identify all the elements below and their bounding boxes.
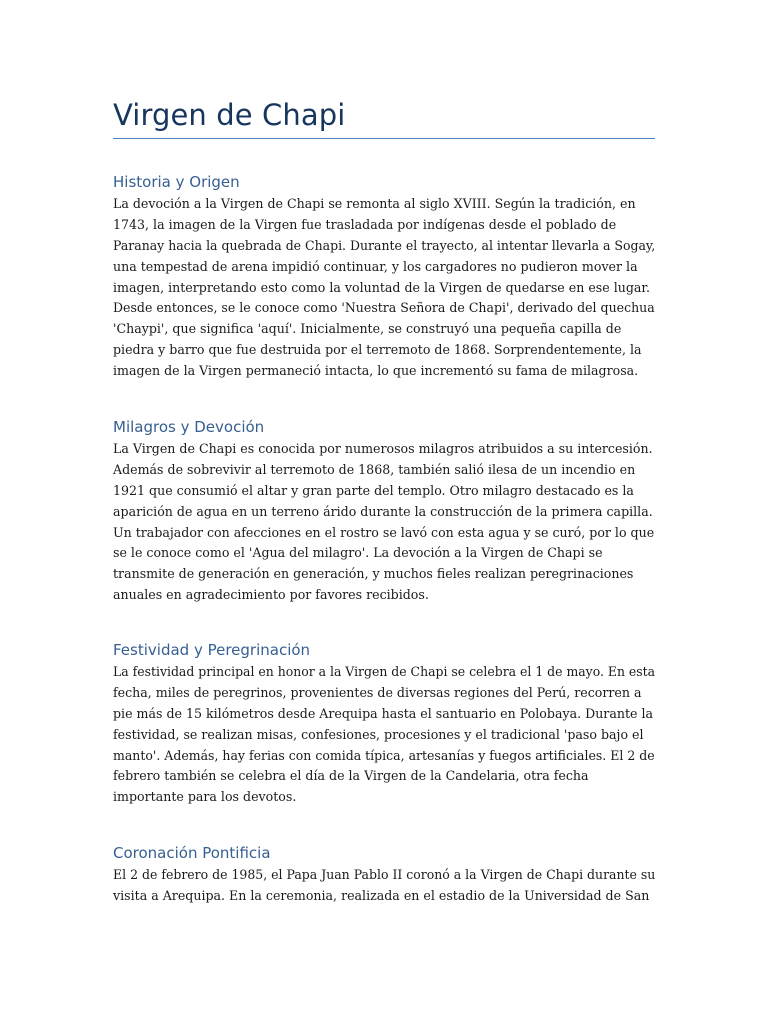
paragraph-line: se le conoce como el 'Agua del milagro'. La devoción a la Virgen de Chapi se — [113, 545, 603, 561]
section-heading: Historia y Origen — [113, 173, 240, 191]
document-page — [113, 0, 656, 903]
paragraph-line: 'Chaypi', que significa 'aquí'. Inicialmente, se construyó una pequeña capilla de — [113, 321, 622, 337]
section-heading: Milagros y Devoción — [113, 418, 265, 436]
paragraph-line: febrero también se celebra el día de la Virgen de la Candelaria, otra fecha — [113, 768, 589, 784]
paragraph-line: Además de sobrevivir al terremoto de 1868, también salió ilesa de un incendio en — [113, 461, 636, 477]
paragraph-line: 1743, la imagen de la Virgen fue trasladada por indígenas desde el poblado de — [113, 216, 617, 232]
paragraph-line: importante para los devotos. — [113, 789, 297, 805]
paragraph-line: una tempestad de arena impidió continuar, y los cargadores no pudieron mover la — [113, 258, 638, 274]
paragraph-line: El 2 de febrero de 1985, el Papa Juan Pablo II coronó a la Virgen de Chapi durante su — [113, 867, 656, 882]
section-paragraph — [113, 662, 655, 808]
paragraph-line: fecha, miles de peregrinos, provenientes de diversas regiones del Perú, recorren a — [113, 684, 642, 700]
paragraph-line: La festividad principal en honor a la Virgen de Chapi se celebra el 1 de mayo. En esta — [113, 664, 656, 679]
paragraph-line: La devoción a la Virgen de Chapi se remonta al siglo XVIII. Según la tradición, en — [113, 196, 636, 211]
paragraph-line: festividad, se realizan misas, confesiones, procesiones y el tradicional 'paso bajo el — [113, 726, 644, 742]
section-heading: Coronación Pontificia — [113, 844, 271, 862]
section-paragraph — [113, 865, 655, 907]
paragraph-line: pie más de 15 kilómetros desde Arequipa hasta el santuario en Polobaya. Durante la — [113, 705, 653, 721]
section-festividad-y-peregrinacion — [113, 640, 655, 808]
paragraph-line: piedra y barro que fue destruida por el terremoto de 1868. Sorprendentemente, la — [113, 342, 642, 358]
paragraph-line: manto'. Además, hay ferias con comida típica, artesanías y fuegos artificiales. El 2 de — [113, 747, 655, 763]
section-heading: Festividad y Peregrinación — [113, 641, 311, 659]
paragraph-line: transmite de generación en generación, y muchos fieles realizan peregrinaciones — [113, 566, 634, 582]
document-title: Virgen de Chapi — [113, 98, 346, 132]
section-historia-y-origen — [113, 172, 655, 382]
paragraph-line: Un trabajador con afecciones en el rostro se lavó con esta agua y se curó, por lo que — [113, 524, 655, 540]
section-milagros-y-devocion — [113, 417, 655, 606]
paragraph-line: anuales en agradecimiento por favores recibidos. — [113, 587, 429, 603]
paragraph-line: imagen, interpretando esto como la voluntad de la Virgen de quedarse en ese lugar. — [113, 279, 651, 295]
section-paragraph — [113, 439, 655, 606]
paragraph-line: aparición de agua en un terreno árido durante la construcción de la primera capilla. — [113, 503, 653, 519]
paragraph-line: imagen de la Virgen permaneció intacta, lo que incrementó su fama de milagrosa. — [113, 363, 639, 379]
title-underline-divider — [113, 138, 655, 139]
section-paragraph — [113, 194, 655, 382]
paragraph-line: visita a Arequipa. En la ceremonia, realizada en el estadio de la Universidad de San — [113, 887, 650, 903]
paragraph-line: Desde entonces, se le conoce como 'Nuestra Señora de Chapi', derivado del quechua — [113, 300, 655, 316]
paragraph-line: 1921 que consumió el altar y gran parte del templo. Otro milagro destacado es la — [113, 482, 634, 498]
paragraph-line: La Virgen de Chapi es conocida por numerosos milagros atribuidos a su intercesión. — [113, 441, 653, 456]
paragraph-line: Paranay hacia la quebrada de Chapi. Durante el trayecto, al intentar llevarla a Sogay, — [113, 237, 656, 253]
section-coronacion-pontificia — [113, 843, 655, 907]
